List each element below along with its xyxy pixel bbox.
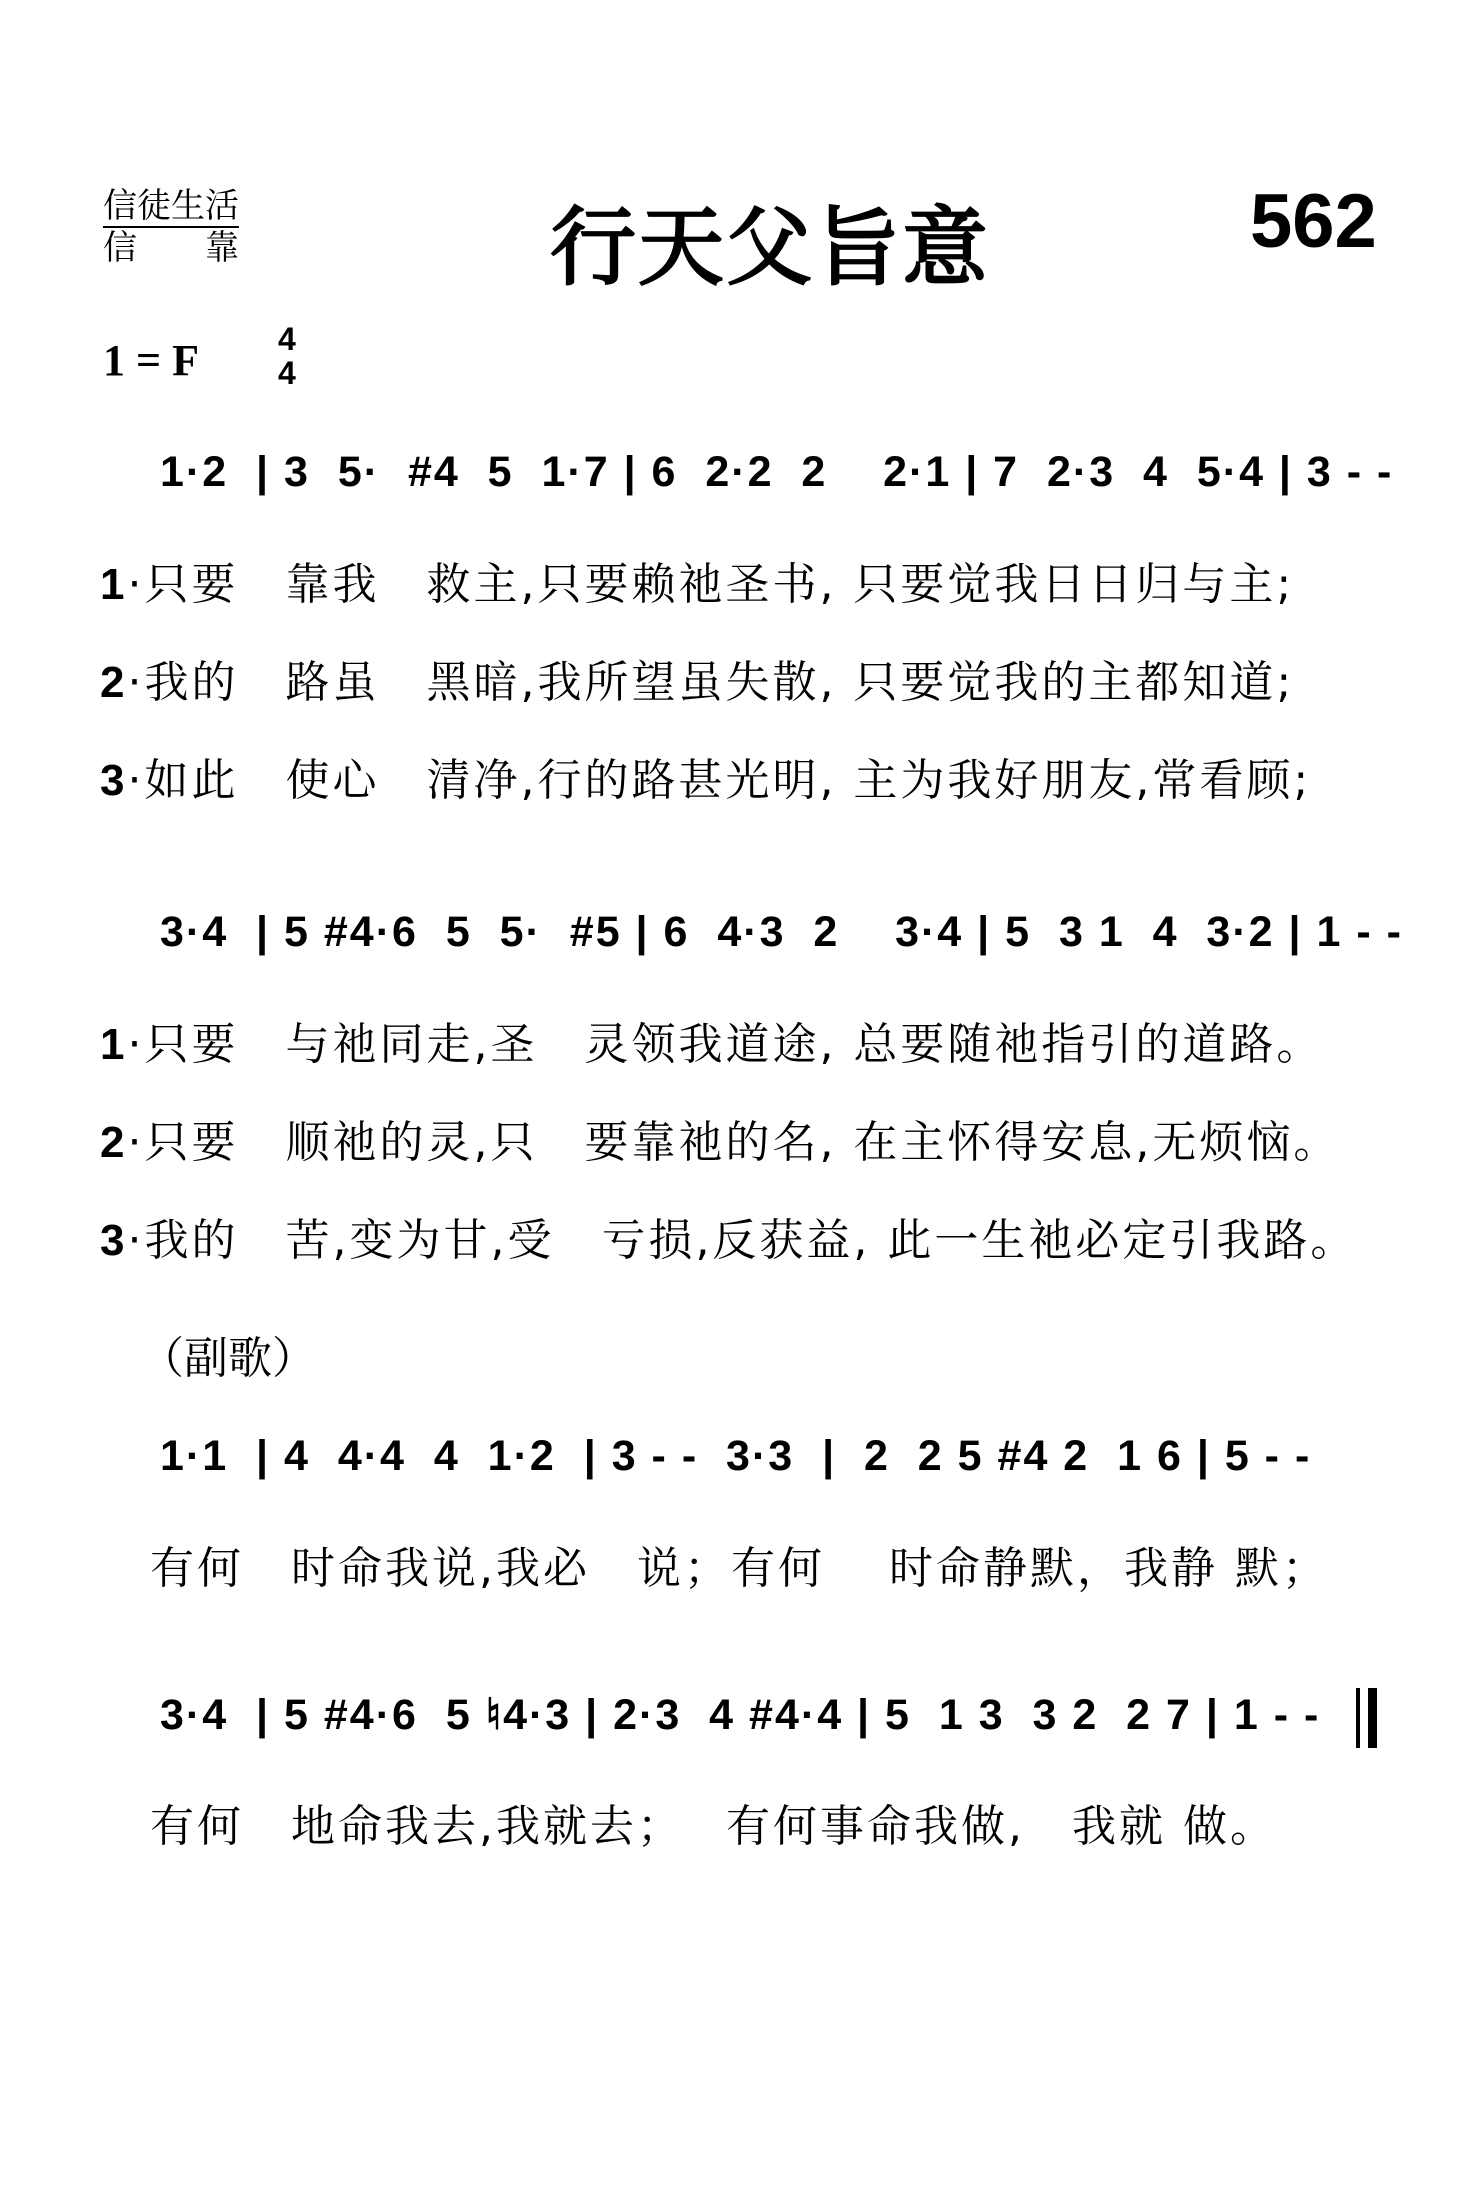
lyric-text: ·我的 路虽 黑暗,我所望虽失散, 只要觉我的主都知道; <box>127 657 1295 708</box>
lyric-text: ·只要 与祂同走,圣 灵领我道途, 总要随祂指引的道路。 <box>127 1019 1324 1070</box>
category-sub: 信 靠 <box>103 228 239 268</box>
chorus-notation-line-1: 1·1 | 4 4·4 4 1·2 | 3 - - 3·3 | 2 2 5 #4 2 1 6 | 5 - - <box>160 1432 1312 1480</box>
chorus-lyric-line-2: 有何 地命我去,我就去； 有何事命我做, 我就 做。 <box>150 1801 1277 1852</box>
lyric-line <box>100 1204 1357 1268</box>
verse-number: 1 <box>100 560 128 609</box>
verse-number: 3 <box>100 756 128 805</box>
lyric-text: ·只要 顺祂的灵,只 要靠祂的名, 在主怀得安息,无烦恼。 <box>127 1117 1341 1168</box>
chorus-label: （副歌） <box>140 1333 316 1384</box>
lyric-line <box>100 646 1294 710</box>
category-label <box>103 186 239 268</box>
time-signature-top: 4 <box>278 321 296 357</box>
lyric-text: ·只要 靠我 救主,只要赖祂圣书, 只要觉我日日归与主; <box>127 559 1295 610</box>
key-signature: 1 = F <box>103 336 199 385</box>
chorus-notation-line-2: 3·4 | 5 #4·6 5 ♮4·3 | 2·3 4 #4·4 | 5 1 3 3 2 2 7 | 1 - - <box>160 1691 1321 1739</box>
chorus-lyric-line-1: 有何 时命我说,我必 说；有何 时命静默，我静 默； <box>150 1543 1329 1594</box>
final-barline-thin <box>1356 1688 1360 1748</box>
lyric-line <box>100 1106 1340 1170</box>
verse-number: 2 <box>100 1118 128 1167</box>
verse-number: 1 <box>100 1020 128 1069</box>
lyric-line <box>100 744 1311 808</box>
verse-number: 2 <box>100 658 128 707</box>
final-barline-thick <box>1368 1688 1377 1748</box>
category-main: 信徒生活 <box>103 186 239 226</box>
verse-number: 3 <box>100 1216 128 1265</box>
lyric-text: ·如此 使心 清净,行的路甚光明, 主为我好朋友,常看顾; <box>127 755 1312 806</box>
hymn-number: 562 <box>1250 179 1377 264</box>
time-signature <box>278 322 296 390</box>
lyric-line <box>100 1008 1323 1072</box>
hymn-title: 行天父旨意 <box>550 198 990 298</box>
lyric-text: ·我的 苦,变为甘,受 亏损,反获益, 此一生祂必定引我路。 <box>127 1215 1358 1266</box>
time-signature-bottom: 4 <box>278 355 296 391</box>
notation-line-2: 3·4 | 5 #4·6 5 5· #5 | 6 4·3 2 3·4 | 5 3 1 4 3·2 | 1 - - <box>160 908 1403 956</box>
lyric-line <box>100 548 1294 612</box>
notation-line-1: 1·2 | 3 5· #4 5 1·7 | 6 2·2 2 2·1 | 7 2·3 4 5·4 | 3 - - <box>160 448 1394 496</box>
